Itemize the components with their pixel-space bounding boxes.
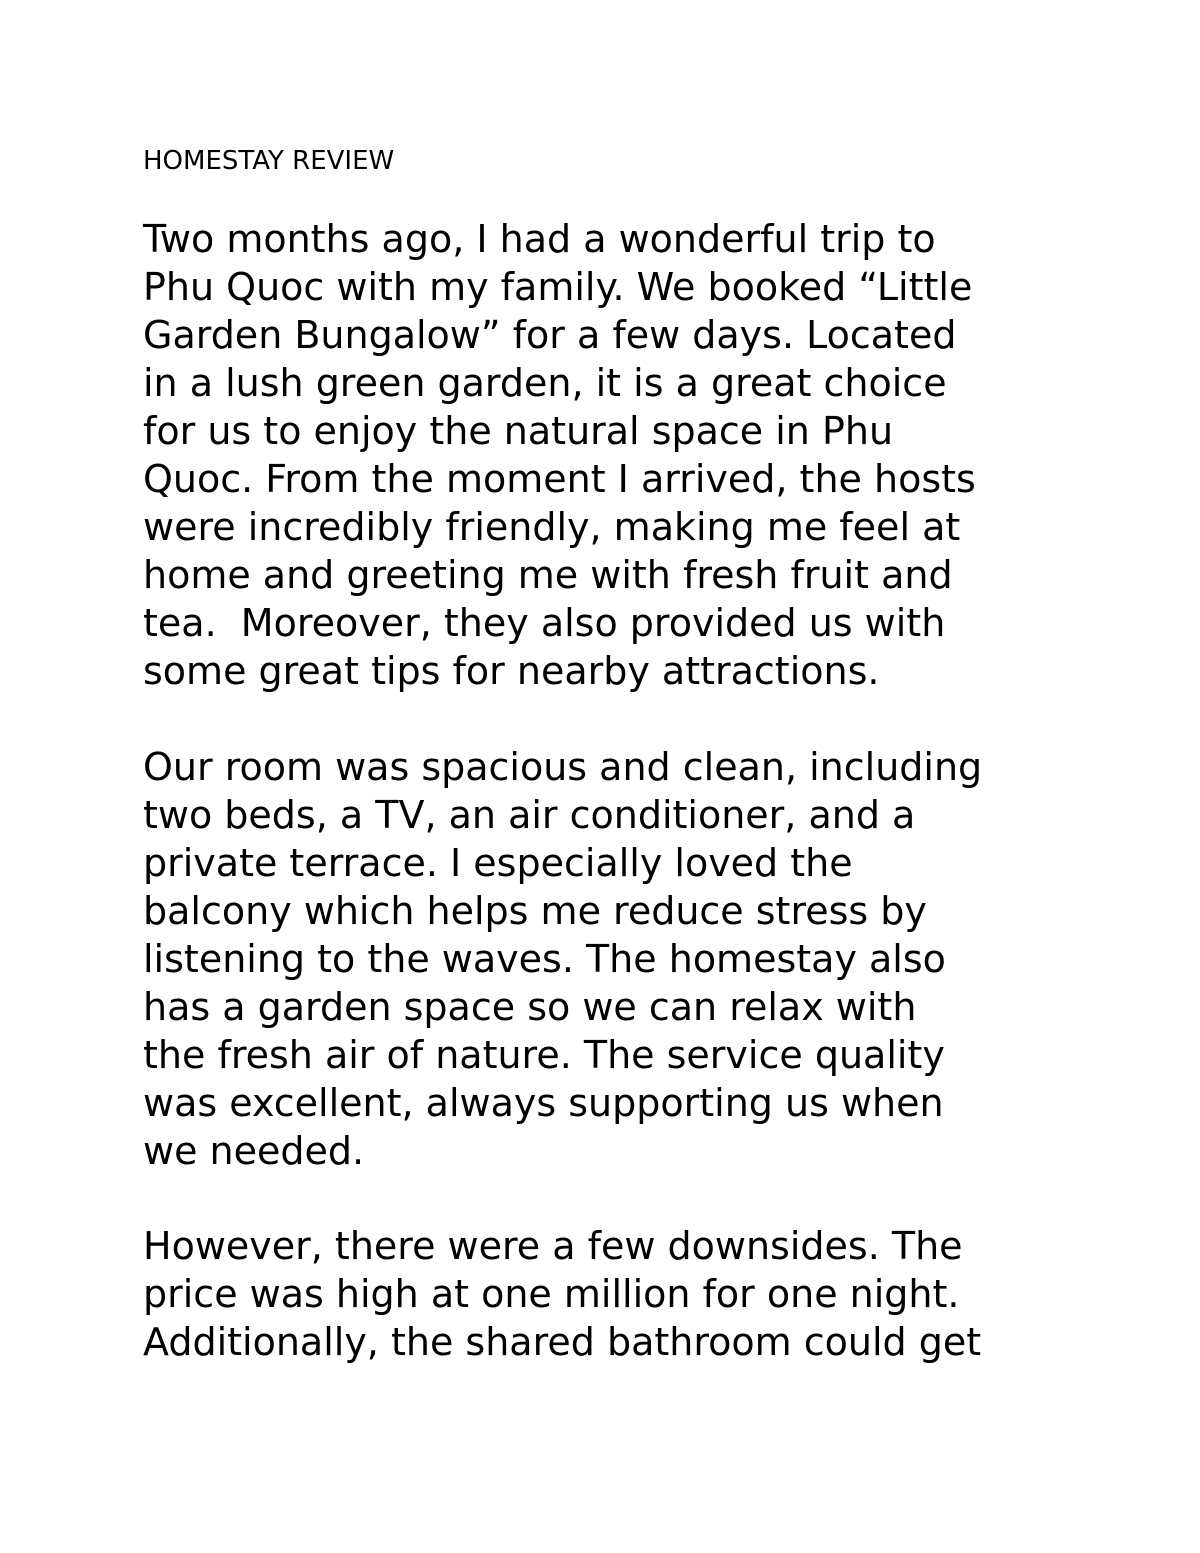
text-line: in a lush green garden, it is a great choice [143,361,947,405]
text-line: private terrace. I especially loved the [143,841,853,885]
text-line: for us to enjoy the natural space in Phu [143,409,894,453]
text-line: we needed. [143,1129,365,1173]
text-line: two beds, a TV, an air conditioner, and a [143,793,916,837]
text-line: the fresh air of nature. The service quality [143,1033,945,1077]
text-line: Our room was spacious and clean, including [143,745,983,789]
text-line: However, there were a few downsides. The [143,1224,963,1268]
text-line: Two months ago, I had a wonderful trip to [143,217,936,261]
text-line: Phu Quoc with my family. We booked “Little [143,265,973,309]
text-line: some great tips for nearby attractions. [143,649,880,693]
text-line: Garden Bungalow” for a few days. Located [143,313,957,357]
text-line: were incredibly friendly, making me feel at [143,505,961,549]
text-line: has a garden space so we can relax with [143,985,917,1029]
text-line: Quoc. From the moment I arrived, the hosts [143,457,976,501]
paragraph-intro [143,215,976,695]
paragraph-room [143,743,982,1175]
page-title: HOMESTAY REVIEW [143,146,395,176]
text-line: balcony which helps me reduce stress by [143,889,927,933]
text-line: was excellent, always supporting us when [143,1081,944,1125]
text-line: listening to the waves. The homestay also [143,937,946,981]
text-line: Additionally, the shared bathroom could get [143,1320,982,1364]
text-line: price was high at one million for one night. [143,1272,960,1316]
paragraph-downsides [143,1222,981,1366]
text-line: tea. Moreover, they also provided us with [143,601,946,645]
text-line: home and greeting me with fresh fruit and [143,553,953,597]
